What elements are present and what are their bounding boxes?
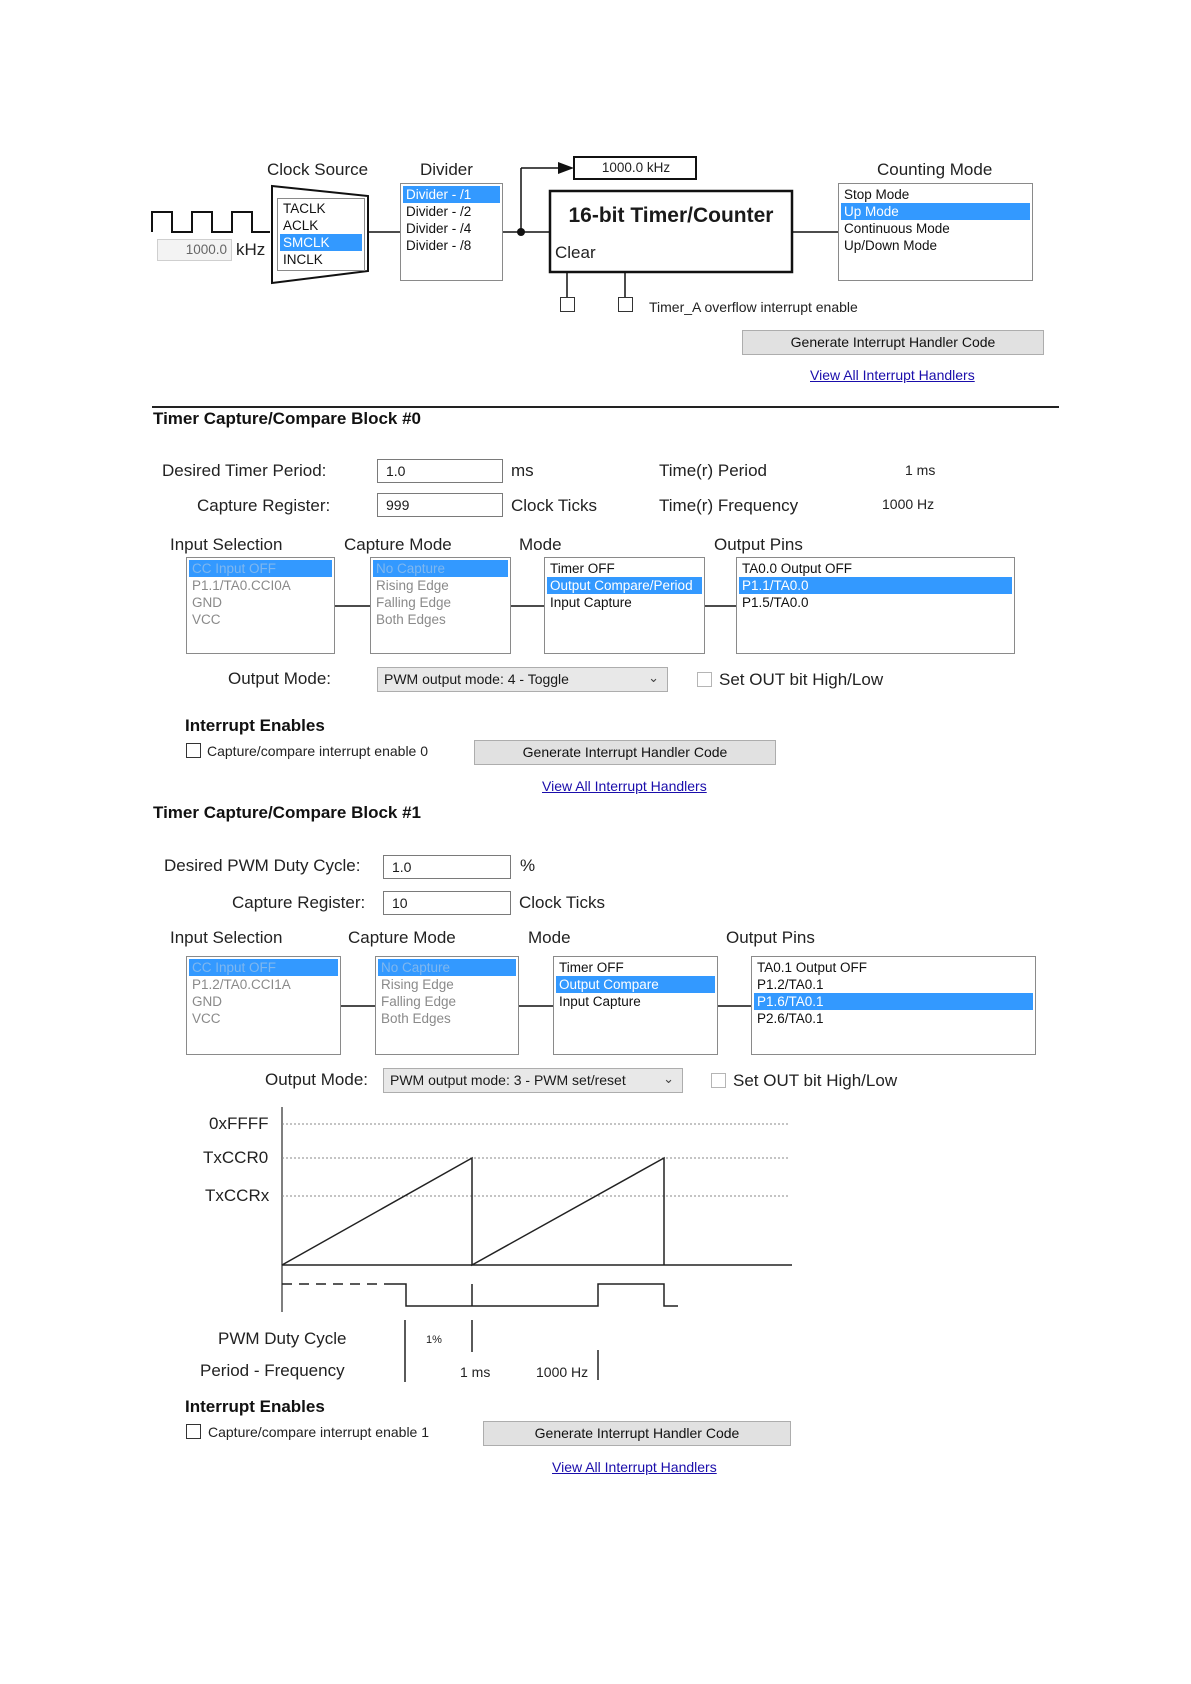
ccr0-time-period-label: Time(r) Period <box>659 461 767 480</box>
ccr1-output-pin-option-selected[interactable]: P1.6/TA0.1 <box>754 993 1033 1010</box>
ccr1-set-out-label: Set OUT bit High/Low <box>733 1071 898 1090</box>
ccr0-mode-option[interactable]: Timer OFF <box>550 561 615 576</box>
ccr0-capture-register-unit: Clock Ticks <box>511 496 597 515</box>
ccr1-mode-option-selected[interactable]: Output Compare <box>556 976 715 993</box>
clock-frequency-input[interactable]: 1000.0 <box>157 239 232 261</box>
ccr1-output-pin-option[interactable]: P1.2/TA0.1 <box>757 977 824 992</box>
ccr0-output-pins-list[interactable] <box>736 557 1015 654</box>
counting-mode-option[interactable]: Stop Mode <box>844 187 910 202</box>
ccr0-interrupt-enables-title: Interrupt Enables <box>185 716 325 735</box>
ccr0-capture-register-label: Capture Register: <box>197 496 331 515</box>
ccr1-input-option[interactable]: GND <box>192 994 222 1009</box>
timer-counter-title: 16-bit Timer/Counter <box>568 204 774 227</box>
ccr1-interrupt-enable-checkbox[interactable] <box>186 1424 201 1439</box>
pwm-period-value: 1 ms <box>460 1364 491 1380</box>
ccr0-time-frequency-label: Time(r) Frequency <box>659 496 799 515</box>
ccr1-duty-label: Desired PWM Duty Cycle: <box>164 856 361 875</box>
ccr1-input-option[interactable]: P1.2/TA0.CCI1A <box>192 977 291 992</box>
ccr0-input-selection-title: Input Selection <box>170 535 283 554</box>
counting-mode-title: Counting Mode <box>877 160 993 179</box>
ccr1-input-option[interactable]: VCC <box>192 1011 221 1026</box>
ccr0-mode-list[interactable] <box>544 557 705 654</box>
counting-mode-option-selected[interactable]: Up Mode <box>841 203 1030 220</box>
ccr0-time-period-value: 1 ms <box>905 462 936 478</box>
overflow-interrupt-label: Timer_A overflow interrupt enable <box>649 299 858 315</box>
divider-option[interactable]: Divider - /2 <box>406 204 472 219</box>
ccr0-output-mode-value: PWM output mode: 4 - Toggle <box>384 671 569 687</box>
timer-overflow-interrupt-checkbox[interactable] <box>618 297 633 312</box>
chevron-down-icon: ⌄ <box>663 1071 674 1086</box>
ccr0-time-frequency-value: 1000 Hz <box>882 496 935 512</box>
divider-option-selected[interactable]: Divider - /1 <box>403 186 500 203</box>
ccr0-output-pin-option-selected[interactable]: P1.1/TA0.0 <box>739 577 1012 594</box>
ccr1-set-out-checkbox[interactable] <box>711 1073 726 1088</box>
ccr0-capture-mode-title: Capture Mode <box>344 535 452 554</box>
ccr1-capture-mode-list[interactable] <box>375 956 519 1055</box>
ccr0-period-unit: ms <box>511 461 534 480</box>
ccr1-output-mode-value: PWM output mode: 3 - PWM set/reset <box>390 1072 626 1088</box>
ccr1-capture-mode-option[interactable]: Both Edges <box>381 1011 451 1026</box>
ccr1-section-title: Timer Capture/Compare Block #1 <box>153 803 421 822</box>
ccr1-duty-unit: % <box>520 856 536 875</box>
ccr1-output-pin-option[interactable]: P2.6/TA0.1 <box>757 1011 824 1026</box>
clock-source-title: Clock Source <box>267 160 369 179</box>
ccr0-capture-register-input[interactable]: 999 <box>377 493 503 517</box>
ccr1-output-mode-select[interactable] <box>383 1068 683 1093</box>
ccr0-output-mode-select[interactable] <box>377 667 668 692</box>
divider-title: Divider <box>420 160 473 179</box>
ccr0-capture-mode-option[interactable]: Rising Edge <box>376 578 449 593</box>
ccr1-capture-register-input[interactable]: 10 <box>383 891 511 915</box>
ccr1-generate-handler-button[interactable]: Generate Interrupt Handler Code <box>483 1421 791 1446</box>
ccr1-duty-input[interactable]: 1.0 <box>383 855 511 879</box>
ccr0-input-option[interactable]: P1.1/TA0.CCI0A <box>192 578 291 593</box>
ccr0-capture-mode-option-selected[interactable]: No Capture <box>373 560 508 577</box>
ccr0-mode-title: Mode <box>519 535 562 554</box>
clock-source-option[interactable]: TACLK <box>283 201 326 216</box>
graph-label-ccr0: TxCCR0 <box>203 1148 269 1167</box>
counting-mode-list[interactable] <box>838 183 1033 281</box>
clock-source-option[interactable]: ACLK <box>283 218 319 233</box>
divider-option[interactable]: Divider - /8 <box>406 238 472 253</box>
ccr1-capture-mode-option-selected[interactable]: No Capture <box>378 959 516 976</box>
ccr1-mode-list[interactable] <box>553 956 718 1055</box>
ccr0-generate-handler-button[interactable]: Generate Interrupt Handler Code <box>474 740 776 765</box>
ccr1-interrupt-enables-title: Interrupt Enables <box>185 1397 325 1416</box>
counting-mode-option[interactable]: Up/Down Mode <box>844 238 938 253</box>
ccr1-interrupt-enable-label: Capture/compare interrupt enable 1 <box>208 1424 430 1440</box>
ccr0-section-title: Timer Capture/Compare Block #0 <box>153 409 421 428</box>
ccr1-mode-title: Mode <box>528 928 571 947</box>
ccr1-capture-mode-option[interactable]: Rising Edge <box>381 977 454 992</box>
ccr0-input-option[interactable]: GND <box>192 595 222 610</box>
ccr1-output-pin-option[interactable]: TA0.1 Output OFF <box>757 960 868 975</box>
ccr1-output-pins-list[interactable] <box>751 956 1036 1055</box>
ccr0-interrupt-enable-checkbox[interactable] <box>186 743 201 758</box>
counting-mode-option[interactable]: Continuous Mode <box>844 221 950 236</box>
ccr0-output-pins-title: Output Pins <box>714 535 803 554</box>
divider-list[interactable] <box>400 183 503 281</box>
ccr1-capture-mode-option[interactable]: Falling Edge <box>381 994 457 1009</box>
ccr0-input-option-selected[interactable]: CC Input OFF <box>189 560 332 577</box>
ccr1-capture-mode-title: Capture Mode <box>348 928 456 947</box>
ccr0-mode-option-selected[interactable]: Output Compare/Period <box>547 577 702 594</box>
ccr0-interrupt-enable-label: Capture/compare interrupt enable 0 <box>207 743 429 759</box>
ccr1-mode-option[interactable]: Input Capture <box>559 994 641 1009</box>
ccr1-capture-register-label: Capture Register: <box>232 893 366 912</box>
ccr0-period-label: Desired Timer Period: <box>162 461 327 480</box>
ccr0-input-selection-list[interactable] <box>186 557 335 654</box>
clock-source-list[interactable] <box>277 198 365 271</box>
ccr1-input-option-selected[interactable]: CC Input OFF <box>189 959 338 976</box>
clock-source-option-selected[interactable]: SMCLK <box>280 234 362 251</box>
clock-frequency-unit: kHz <box>236 240 266 259</box>
ccr1-input-selection-list[interactable] <box>186 956 341 1055</box>
timer-clear-checkbox[interactable] <box>560 297 575 312</box>
ccr1-capture-register-unit: Clock Ticks <box>519 893 605 912</box>
pwm-duty-cycle-label: PWM Duty Cycle <box>218 1329 347 1348</box>
ccr0-period-input[interactable]: 1.0 <box>377 459 503 483</box>
ccr0-capture-mode-list[interactable] <box>370 557 511 654</box>
ccr0-input-option[interactable]: VCC <box>192 612 221 627</box>
ccr0-capture-mode-option[interactable]: Falling Edge <box>376 595 452 610</box>
ccr1-output-pins-title: Output Pins <box>726 928 815 947</box>
timer-generate-handler-button[interactable]: Generate Interrupt Handler Code <box>742 330 1044 355</box>
clock-source-option[interactable]: INCLK <box>283 252 323 267</box>
ccr1-output-mode-label: Output Mode: <box>265 1070 369 1089</box>
ccr0-output-pin-option[interactable]: TA0.0 Output OFF <box>742 561 853 576</box>
pwm-duty-cycle-value: 1% <box>426 1334 442 1346</box>
ccr0-set-out-checkbox[interactable] <box>697 672 712 687</box>
ccr0-capture-mode-option[interactable]: Both Edges <box>376 612 446 627</box>
chevron-down-icon: ⌄ <box>648 670 659 685</box>
graph-label-max: 0xFFFF <box>209 1114 269 1133</box>
ccr0-view-handlers-link[interactable]: View All Interrupt Handlers <box>542 778 707 794</box>
divider-option[interactable]: Divider - /4 <box>406 221 472 236</box>
ccr1-view-handlers-link[interactable]: View All Interrupt Handlers <box>552 1459 717 1475</box>
timer-clear-label: Clear <box>555 243 596 262</box>
ccr0-output-mode-label: Output Mode: <box>228 669 332 688</box>
period-frequency-label: Period - Frequency <box>200 1361 345 1380</box>
ccr0-mode-option[interactable]: Input Capture <box>550 595 632 610</box>
ccr0-set-out-label: Set OUT bit High/Low <box>719 670 884 689</box>
ccr1-input-selection-title: Input Selection <box>170 928 283 947</box>
output-frequency-readout: 1000.0 kHz <box>601 160 671 175</box>
pwm-frequency-value: 1000 Hz <box>536 1364 589 1380</box>
ccr0-output-pin-option[interactable]: P1.5/TA0.0 <box>742 595 809 610</box>
graph-label-ccrx: TxCCRx <box>205 1186 270 1205</box>
ccr1-mode-option[interactable]: Timer OFF <box>559 960 624 975</box>
timer-view-handlers-link[interactable]: View All Interrupt Handlers <box>810 367 975 383</box>
